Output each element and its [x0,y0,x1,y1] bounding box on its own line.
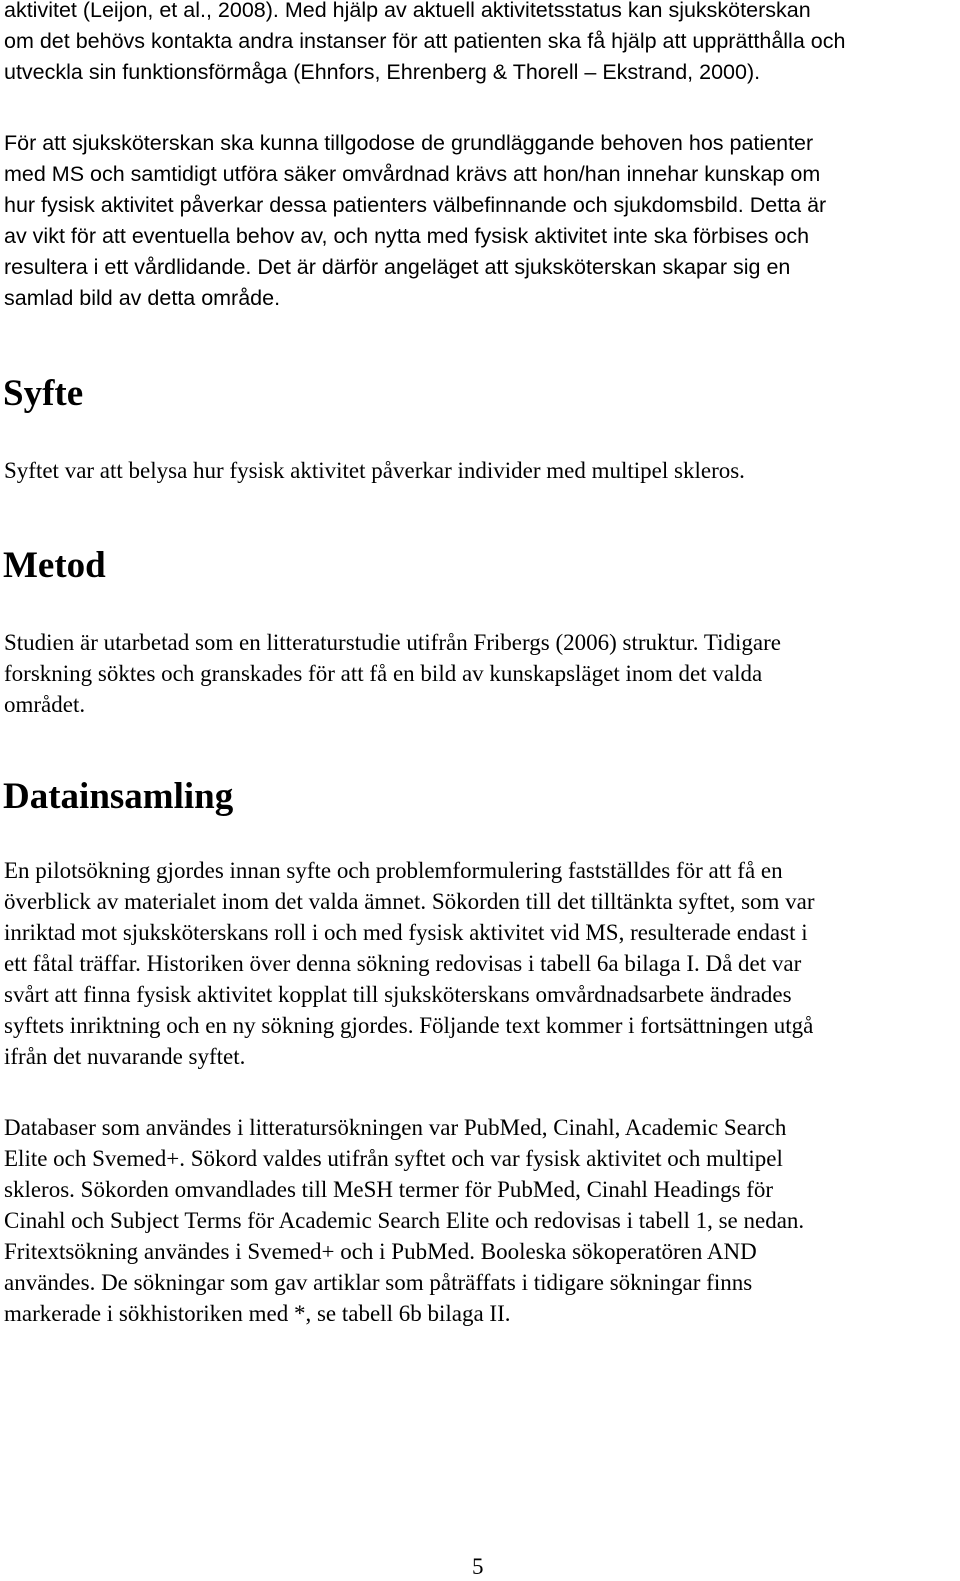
text-line: utveckla sin funktionsförmåga (Ehnfors, Ehrenberg & Thorell – Ekstrand, 2000). [4,60,761,84]
text-line: ifrån det nuvarande syftet. [4,1044,246,1069]
text-line: om det behövs kontakta andra instanser för att patienten ska få hjälp att upprätthålla och [4,29,846,53]
text-line: hur fysisk aktivitet påverkar dessa patienters välbefinnande och sjukdomsbild. Detta är [4,193,827,217]
text-line: Elite och Svemed+. Sökord valdes utifrån syftet och var fysisk aktivitet och multipel [4,1146,783,1171]
text-line: skleros. Sökorden omvandlades till MeSH termer för PubMed, Cinahl Headings för [4,1177,774,1202]
text-line: överblick av materialet inom det valda ämnet. Sökorden till det tilltänkta syftet, som var [4,889,815,914]
section-heading-metod: Metod [3,545,106,586]
text-line: För att sjuksköterskan ska kunna tillgodose de grundläggande behoven hos patienter [4,131,814,155]
text-line: användes. De sökningar som gav artiklar som påträffats i tidigare sökningar finns [4,1270,753,1295]
text-line: forskning söktes och granskades för att få en bild av kunskapsläget inom det valda [4,661,763,686]
text-line: ett fåtal träffar. Historiken över denna sökning redovisas i tabell 6a bilaga I. Då det var [4,951,802,976]
text-line: samlad bild av detta område. [4,286,281,310]
text-line: med MS och samtidigt utföra säker omvårdnad krävs att hon/han innehar kunskap om [4,162,821,186]
text-line: Syftet var att belysa hur fysisk aktivitet påverkar individer med multipel skleros. [4,458,745,483]
section-heading-datainsamling: Datainsamling [3,776,234,817]
text-line: markerade i sökhistoriken med *, se tabell 6b bilaga II. [4,1301,511,1326]
text-line: Studien är utarbetad som en litteraturstudie utifrån Fribergs (2006) struktur. Tidigare [4,630,781,655]
text-line: Fritextsökning användes i Svemed+ och i PubMed. Booleska sökoperatören AND [4,1239,757,1264]
text-line: aktivitet (Leijon, et al., 2008). Med hjälp av aktuell aktivitetsstatus kan sjuksköterskan [4,0,811,22]
text-line: svårt att finna fysisk aktivitet kopplat till sjuksköterskans omvårdnadsarbete ändrades [4,982,792,1007]
text-line: syftets inriktning och en ny sökning gjordes. Följande text kommer i fortsättningen utgå [4,1013,814,1038]
text-line: området. [4,692,86,717]
text-line: av vikt för att eventuella behov av, och nytta med fysisk aktivitet inte ska förbises och [4,224,810,248]
text-line: Databaser som användes i litteratursökningen var PubMed, Cinahl, Academic Search [4,1115,787,1140]
text-line: resultera i ett vårdlidande. Det är därför angeläget att sjuksköterskan skapar sig en [4,255,791,279]
text-line: En pilotsökning gjordes innan syfte och problemformulering fastställdes för att få en [4,858,783,883]
text-line: Cinahl och Subject Terms för Academic Search Elite och redovisas i tabell 1, se nedan. [4,1208,805,1233]
text-line: inriktad mot sjuksköterskans roll i och med fysisk aktivitet vid MS, resulterade endast i [4,920,808,945]
section-heading-syfte: Syfte [3,373,84,414]
page-number: 5 [472,1554,484,1579]
